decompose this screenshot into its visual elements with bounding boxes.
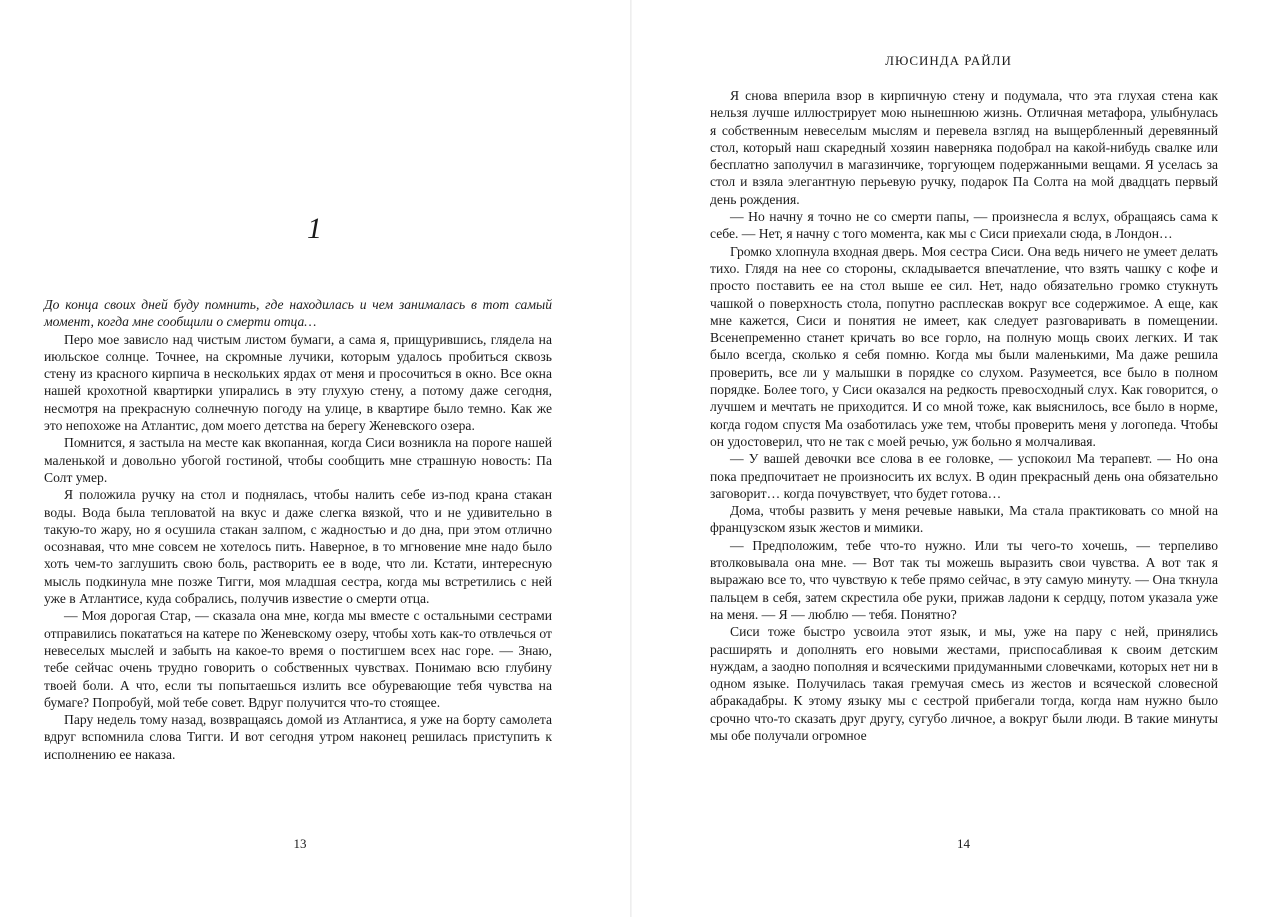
paragraph: Пару недель тому назад, возвращаясь домой из Атлантиса, я уже на борту самолета вдруг вспомнила слова Тигги. И вот сегодня утром наконец решилась приступить к исполнению ее наказа.	[44, 712, 552, 762]
page-number-left: 13	[293, 836, 307, 851]
paragraph: Я положила ручку на стол и поднялась, чтобы налить себе из-под крана стакан воды. Вода была тепловатой на вкус и даже слегка вязкой, что и не удивительно в такую-то жару, но я осушила стакан залпом, с жадностью и до дна, при этом отлично осознавая, что мне совсем не хотелось пить. Наверное, в то мгновение мне надо было хоть чем-то заглушить свою боль, растворить ее в воде, что ли. Кстати, интересную мысль подкинула мне позже Тигги, моя младшая сестра, когда мы встретились с ней уже в Атлантисе, куда собрались, получив известие о смерти отца.	[44, 487, 552, 607]
paragraph: — Предположим, тебе что-то нужно. Или ты чего-то хочешь, — терпеливо втолковывала она мне. — Вот так ты можешь выразить свои чувства. А вот так я выражаю все то, что чувствую к тебе прямо сейчас, в эту самую минуту. — Она ткнула пальцем в себя, затем скрестила обе руки, прижав ладони к сердцу, потом указала уже на меня. — Я — люблю — тебя. Понятно?	[710, 537, 1218, 622]
epigraph: До конца своих дней буду помнить, где находилась и чем занималась в тот самый момент, когда мне сообщили о смерти отца…	[44, 297, 552, 330]
page-number-right: 14	[957, 836, 970, 851]
paragraph: Громко хлопнула входная дверь. Моя сестра Сиси. Она ведь ничего не умеет делать тихо. Глядя на нее со стороны, складывается впечатление, что взять чашку с кофе и просто поставить ее на стол выше ее сил. Нет, надо обязательно громко стукнуть чашкой о поверхность стола, попутно расплескав вокруг все содержимое. А еще, как мне кажется, Сиси и понятия не имеет, как следует разговаривать в помещении. Всенепременно станет кричать во все горло, на полную мощь своих легких. И так было всегда, сколько я себя помню. Когда мы были маленькими, Ма даже решила проверить, все ли у малышки в порядке со слухом. Разумеется, все было в полном порядке. Более того, у Сиси оказался на редкость превосходный слух. Как говорится, о лучшем и мечтать не приходится. И со мной тоже, как выяснилось, все было в норме, когда годом спустя Ма озаботилась уже тем, чтобы проверить меня у логопеда. Чтобы он удостоверил, что не так с моей речью, уж больно я молчаливая.	[710, 243, 1218, 449]
paragraph: Я снова вперила взор в кирпичную стену и подумала, что эта глухая стена как нельзя лучше иллюстрирует мою нынешнюю жизнь. Отличная метафора, улыбнулась я собственным невеселым мыслям и перевела взгляд на выщербленный деревянный стол, который наш скаредный хозяин наверняка подобрал на какой-нибудь свалке или бесплатно заполучил в магазинчике, торгующем подержанными вещами. Я уселась за стол и взяла элегантную перьевую ручку, подарок Па Солта на мой двадцать первый день рождения.	[710, 88, 1218, 207]
paragraph: Перо мое зависло над чистым листом бумаги, а сама я, прищурившись, глядела на июльское солнце. Точнее, на скромные лучики, которым удалось пробиться сквозь стену из красного кирпича в нескольких ярдах от меня и просочиться в окно. Все окна нашей крохотной квартирки упирались в эту глухую стену, а потому даже сегодня, несмотря на прекрасную солнечную погоду на улице, в квартире было темно. Как же это непохоже на Атлантис, дом моего детства на берегу Женевского озера.	[44, 331, 552, 434]
right-text-column	[710, 87, 1218, 744]
left-page	[0, 0, 630, 917]
paragraph: Помнится, я застыла на месте как вкопанная, когда Сиси возникла на пороге нашей маленькой и довольно убогой гостиной, чтобы сообщить мне страшную новость: Па Солт умер.	[44, 435, 552, 485]
chapter-number: 1	[307, 212, 323, 245]
right-page	[632, 0, 1265, 917]
paragraph: Сиси тоже быстро усвоила этот язык, и мы, уже на пару с ней, принялись расширять и дополнять его новыми жестами, приспосабливая к своим детским нуждам, а заодно пополняя и всяческими придуманными словечками, которых нет ни в одном языке. Получилась такая гремучая смесь из жестов и всяческой словесной абракадабры. К этому языку мы с сестрой прибегали тогда, когда нам нужно было срочно что-то сказать друг другу, сугубо личное, а вокруг были люди. В такие минуты мы обе получали огромное	[710, 624, 1218, 743]
paragraph: Дома, чтобы развить у меня речевые навыки, Ма стала практиковать со мной на французском язык жестов и мимики.	[710, 503, 1218, 536]
running-head: ЛЮСИНДА РАЙЛИ	[885, 53, 1012, 68]
paragraph: — Но начну я точно не со смерти папы, — произнесла я вслух, обращаясь сама к себе. — Нет, я начну с того момента, как мы с Сиси приехали сюда, в Лондон…	[710, 209, 1218, 242]
paragraph: — Моя дорогая Стар, — сказала она мне, когда мы вместе с остальными сестрами отправились покататься на катере по Женевскому озеру, чтобы хоть как-то отвлечься от невеселых мыслей и забыть на какое-то время о постигшем всех нас горе. — Знаю, тебе сейчас очень трудно говорить о собственных чувствах. Понимаю всю глубину твоей боли. А что, если ты попытаешься излить все обуревающие тебя чувства на бумаге? Попробуй, мой тебе совет. Вдруг получится что-то стоящее.	[44, 608, 552, 710]
left-text-column	[44, 296, 552, 763]
paragraph: — У вашей девочки все слова в ее головке, — успокоил Ма терапевт. — Но она пока предпочитает не произносить их вслух. В один прекрасный день она обязательно заговорит… когда почувствует, что будет готова…	[710, 451, 1218, 501]
